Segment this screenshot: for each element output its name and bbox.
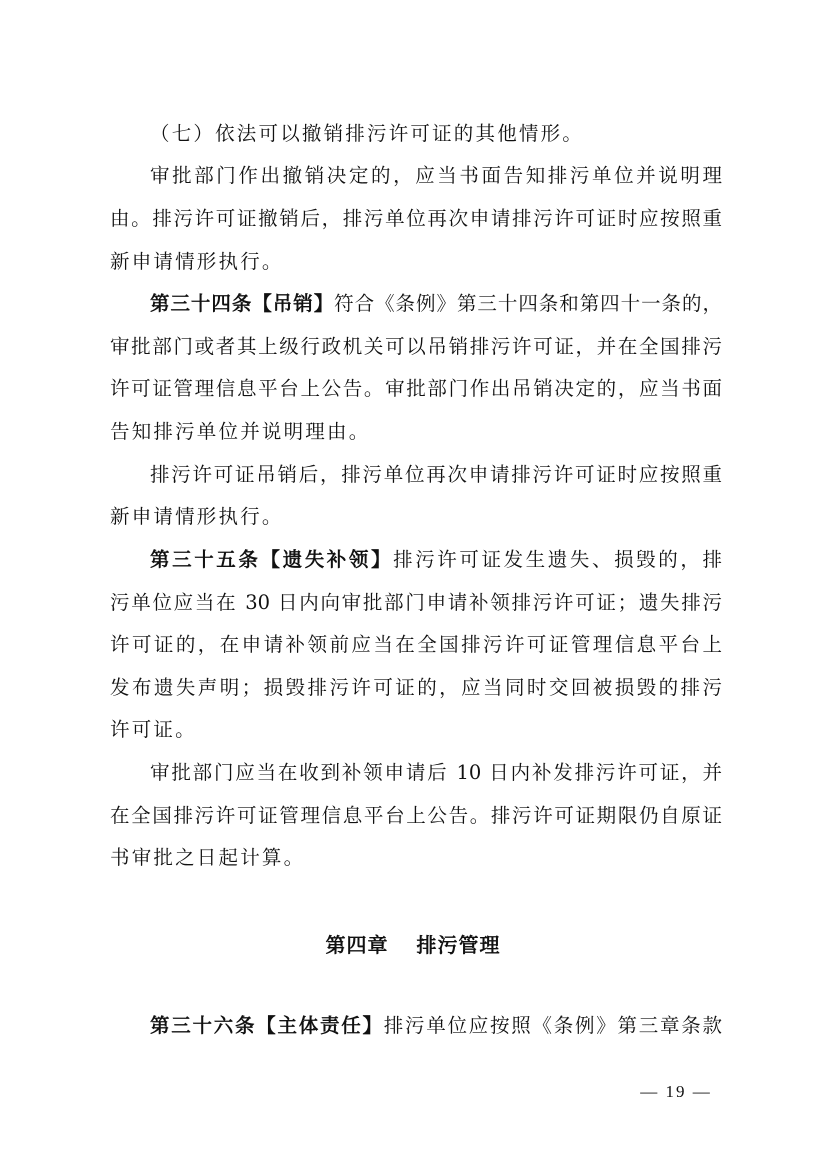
paragraph-line: 许可证的，在申请补领前应当在全国排污许可证管理信息平台上 xyxy=(110,633,722,656)
chapter-number: 第四章 xyxy=(325,933,389,957)
article-title: 【遗失补领】 xyxy=(260,548,394,571)
paragraph-line: 许可证。 xyxy=(110,718,197,741)
article-text: 排污单位应按照《条例》第三章条款 xyxy=(383,1014,722,1037)
paragraph-line: 书审批之日起计算。 xyxy=(110,846,306,869)
article-36-first-line xyxy=(150,1016,722,1036)
article-text: 排污许可证发生遗失、损毁的，排 xyxy=(393,548,722,571)
article-35-first-line xyxy=(150,550,722,570)
paragraph-line: 审批部门应当在收到补领申请后 10 日内补发排污许可证，并 xyxy=(150,761,722,784)
article-title: 【主体责任】 xyxy=(256,1014,384,1037)
paragraph-line: 许可证管理信息平台上公告。审批部门作出吊销决定的，应当书面 xyxy=(110,377,722,400)
paragraph-line: 告知排污单位并说明理由。 xyxy=(110,420,371,443)
paragraph-line: 审批部门或者其上级行政机关可以吊销排污许可证，并在全国排污 xyxy=(110,335,722,358)
paragraph-line: 污单位应当在 30 日内向审批部门申请补领排污许可证；遗失排污 xyxy=(110,591,722,614)
article-text: 符合《条例》第三十四条和第四十一条的， xyxy=(334,292,722,315)
paragraph-line: 发布遗失声明；损毁排污许可证的，应当同时交回被损毁的排污 xyxy=(110,676,722,699)
article-number: 第三十四条 xyxy=(150,292,253,315)
paragraph-line: 新申请情形执行。 xyxy=(110,250,284,273)
paragraph-line: 新申请情形执行。 xyxy=(110,505,284,528)
paragraph-line: 由。排污许可证撤销后，排污单位再次申请排污许可证时应按照重 xyxy=(110,207,722,230)
article-34-first-line xyxy=(150,294,722,314)
paragraph-line: 在全国排污许可证管理信息平台上公告。排污许可证期限仍自原证 xyxy=(110,804,722,827)
page-number: — 19 — xyxy=(640,1082,712,1101)
article-title: 【吊销】 xyxy=(252,292,335,315)
chapter-heading xyxy=(0,929,826,958)
paragraph-line: 排污许可证吊销后，排污单位再次申请排污许可证时应按照重 xyxy=(150,463,722,486)
article-number: 第三十五条 xyxy=(150,548,261,571)
paragraph-line: 审批部门作出撤销决定的，应当书面告知排污单位并说明理 xyxy=(150,164,722,187)
chapter-title: 排污管理 xyxy=(416,933,501,957)
article-number: 第三十六条 xyxy=(150,1014,257,1037)
paragraph-line: （七）依法可以撤销排污许可证的其他情形。 xyxy=(150,122,585,145)
